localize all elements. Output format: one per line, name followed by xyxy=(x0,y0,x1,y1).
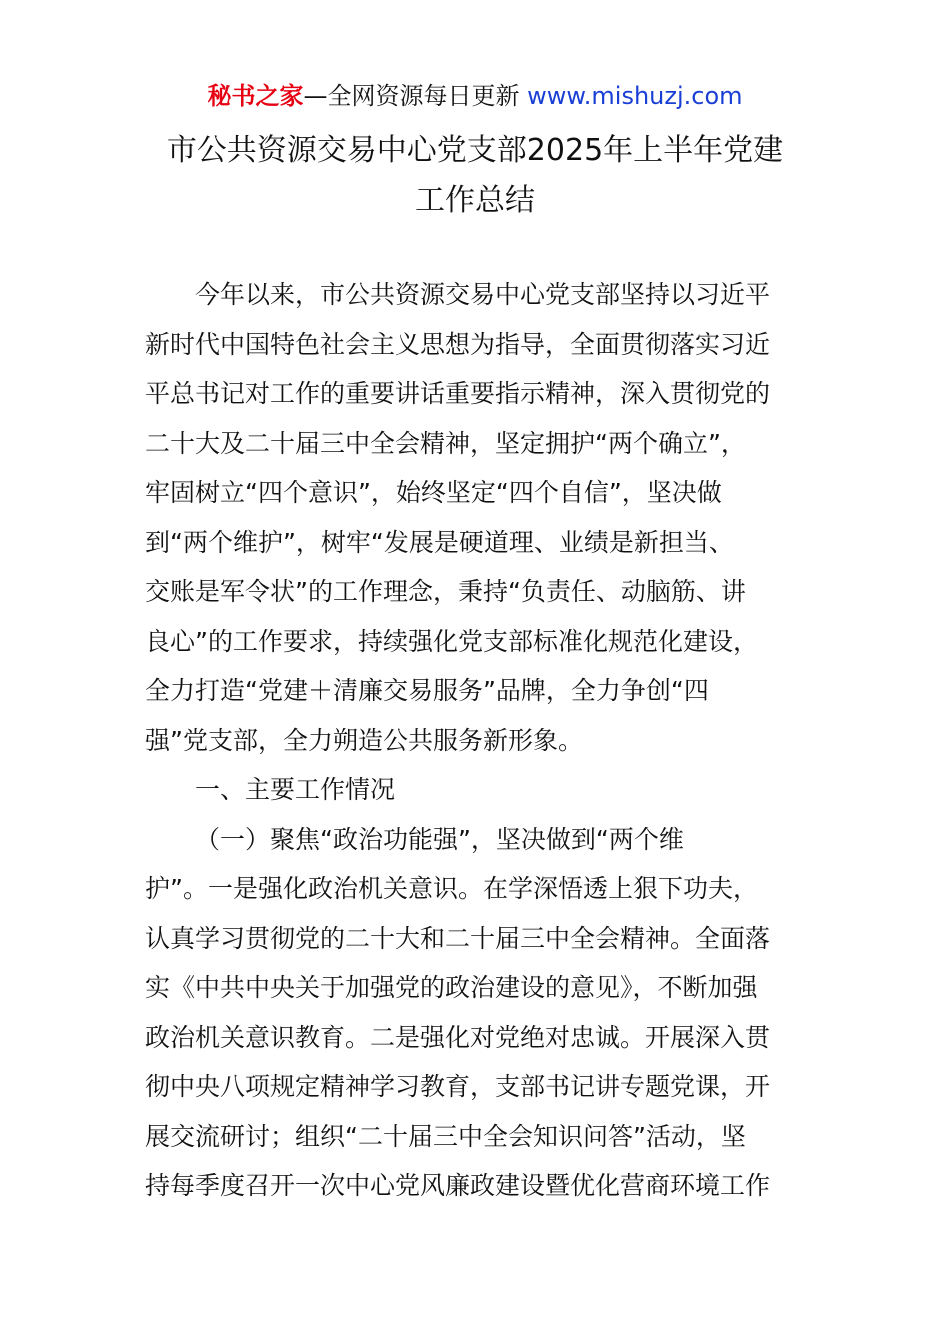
body-line: 彻中央八项规定精神学习教育，支部书记讲专题党课，开 xyxy=(145,1072,771,1101)
site-tagline: —全网资源每日更新 xyxy=(303,82,520,110)
body-line: 护”。一是强化政治机关意识。在学深悟透上狠下功夫， xyxy=(145,874,758,903)
body-line: 今年以来，市公共资源交易中心党支部坚持以习近平 xyxy=(195,280,771,309)
site-brand: 秘书之家 xyxy=(207,82,304,110)
subsection-heading: （一）聚焦“政治功能强”，坚决做到“两个维 xyxy=(195,824,684,854)
body-line: 全力打造“党建＋清廉交易服务”品牌，全力争创“四 xyxy=(145,676,709,705)
body-line: 平总书记对工作的重要讲话重要指示精神，深入贯彻党的 xyxy=(145,379,771,408)
body-line: 展交流研讨；组织“二十届三中全会知识问答”活动，坚 xyxy=(145,1121,746,1151)
section-heading: 一、主要工作情况 xyxy=(195,775,396,804)
title-line-1: 市公共资源交易中心党支部2025年上半年党建 xyxy=(166,133,784,168)
document-title xyxy=(0,126,950,226)
body-line: 交账是军令状”的工作理念，秉持“负责任、动脑筋、讲 xyxy=(145,577,746,606)
body-line: 新时代中国特色社会主义思想为指导，全面贯彻落实习近 xyxy=(145,329,771,359)
body-line: 到“两个维护”，树牢“发展是硬道理、业绩是新担当、 xyxy=(145,527,734,557)
body-line: 强”党支部，全力朔造公共服务新形象。 xyxy=(145,725,583,755)
body-line: 认真学习贯彻党的二十大和二十届三中全会精神。全面落 xyxy=(145,923,771,953)
body-line: 牢固树立“四个意识”，始终坚定“四个自信”，坚决做 xyxy=(145,478,722,507)
body-line: 实《中共中央关于加强党的政治建设的意见》，不断加强 xyxy=(145,973,758,1002)
site-url[interactable]: www.mishuzj.com xyxy=(519,82,743,110)
document-body xyxy=(145,270,810,1211)
body-line: 持每季度召开一次中心党风廉政建设暨优化营商环境工作 xyxy=(145,1171,771,1200)
title-line-2: 工作总结 xyxy=(415,183,535,218)
body-line: 政治机关意识教育。二是强化对党绝对忠诚。开展深入贯 xyxy=(145,1022,771,1052)
site-header xyxy=(0,80,950,112)
body-line: 良心”的工作要求，持续强化党支部标准化规范化建设， xyxy=(145,626,758,656)
body-line: 二十大及二十届三中全会精神，坚定拥护“两个确立”， xyxy=(145,428,746,458)
